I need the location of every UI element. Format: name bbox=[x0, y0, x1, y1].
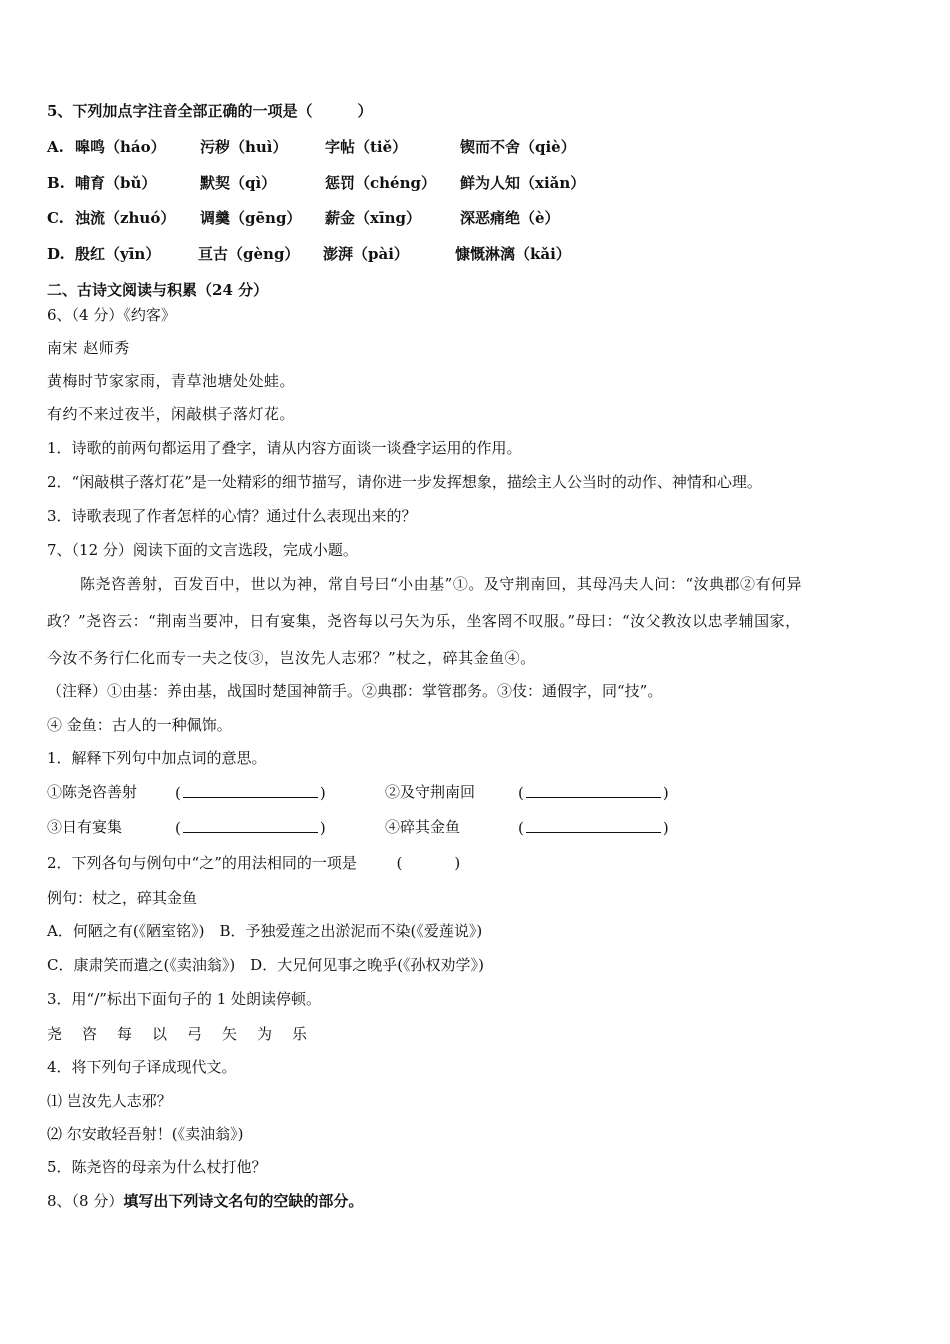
q6-author: 南宋 赵师秀 bbox=[47, 339, 130, 357]
option-item: 深恶痛绝（è） bbox=[460, 209, 560, 227]
q6-question: 1．诗歌的前两句都运用了叠字，请从内容方面谈一谈叠字运用的作用。 bbox=[47, 439, 522, 457]
answer-blank[interactable]: ( ) bbox=[175, 784, 326, 802]
q7-sub1-item bbox=[385, 818, 460, 836]
sentence-char: 乐 bbox=[292, 1025, 308, 1043]
q7-note: ④ 金鱼：古人的一种佩饰。 bbox=[47, 716, 232, 734]
option-item: 亘古（gèng） bbox=[198, 245, 300, 263]
option-label: D. bbox=[47, 245, 65, 263]
option-label: A. bbox=[47, 138, 64, 156]
q6-question: 2．“闲敲棋子落灯花”是一处精彩的细节描写，请你进一步发挥想象，描绘主人公当时的动作、神情和心理。 bbox=[47, 473, 762, 491]
option-item: 薪金（xīng） bbox=[325, 209, 422, 227]
q6-poem-line: 有约不来过夜半，闲敲棋子落灯花。 bbox=[47, 405, 296, 423]
q7-sub2-options: A．何陋之有(《陋室铭》) B．予独爱莲之出淤泥而不染(《爱莲说》) bbox=[47, 922, 483, 940]
answer-blank[interactable]: ( ) bbox=[518, 819, 669, 837]
q7-sub2-options: C．康肃笑而遣之(《卖油翁》) D．大兄何见事之晚乎(《孙权劝学》) bbox=[47, 956, 484, 974]
sentence-char: 咨 bbox=[82, 1025, 98, 1043]
item-text: ①陈尧咨善射 bbox=[47, 783, 138, 801]
q7-sub3-stem: 3．用“/”标出下面句子的 1 处朗读停顿。 bbox=[47, 990, 322, 1008]
option-item: 字帖（tiě） bbox=[325, 138, 408, 156]
sentence-char: 弓 bbox=[187, 1025, 203, 1043]
q7-sub1-stem: 1．解释下列句中加点词的意思。 bbox=[47, 749, 267, 767]
q7-sub4-item: ⑵ 尔安敢轻吾射！(《卖油翁》) bbox=[47, 1125, 244, 1143]
q7-sub2-stem bbox=[47, 854, 460, 872]
answer-paren[interactable]: ( ) bbox=[396, 854, 461, 872]
item-text: ③日有宴集 bbox=[47, 818, 123, 836]
option-label: C. bbox=[47, 209, 64, 227]
option-item: 锲而不舍（qiè） bbox=[460, 138, 576, 156]
section-heading: 二、古诗文阅读与积累（24 分） bbox=[47, 281, 269, 299]
q7-sub1-item bbox=[47, 818, 122, 836]
q7-sub3-sentence bbox=[47, 1025, 327, 1043]
q5-stem: 5、下列加点字注音全部正确的一项是（ ） bbox=[47, 102, 373, 120]
option-item: 浊流（zhuó） bbox=[75, 209, 176, 227]
option-item: 污秽（huì） bbox=[200, 138, 288, 156]
sentence-char: 尧 bbox=[47, 1025, 63, 1043]
q8-stem: 填写出下列诗文名句的空缺的部分。 bbox=[123, 1192, 364, 1210]
sentence-char: 每 bbox=[117, 1025, 133, 1043]
q7-sub4-stem: 4．将下列句子译成现代文。 bbox=[47, 1058, 237, 1076]
q7-sub4-item: ⑴ 岂汝先人志邪？ bbox=[47, 1092, 172, 1110]
q7-sub1-item bbox=[385, 783, 475, 801]
option-item: 鲜为人知（xiǎn） bbox=[460, 174, 586, 192]
q7-passage-line: 陈尧咨善射，百发百中，世以为神，常自号曰“小由基”①。及守荆南回，其母冯夫人问：“汝典郡②有何异 bbox=[80, 575, 803, 593]
stem-text: 2．下列各句与例句中“之”的用法相同的一项是 bbox=[47, 854, 357, 872]
q6-question: 3．诗歌表现了作者怎样的心情？通过什么表现出来的？ bbox=[47, 507, 417, 525]
q7-title: 7、（12 分）阅读下面的文言选段，完成小题。 bbox=[47, 541, 358, 559]
q6-poem-line: 黄梅时节家家雨，青草池塘处处蛙。 bbox=[47, 372, 296, 390]
option-item: 哺育（bǔ） bbox=[75, 174, 157, 192]
sentence-char: 以 bbox=[152, 1025, 168, 1043]
q7-sub5-stem: 5．陈尧咨的母亲为什么杖打他？ bbox=[47, 1158, 267, 1176]
answer-blank[interactable]: ( ) bbox=[175, 819, 326, 837]
sentence-char: 为 bbox=[257, 1025, 273, 1043]
q7-passage-line: 今汝不务行仁化而专一夫之伎③，岂汝先人志邪？”杖之，碎其金鱼④。 bbox=[47, 649, 536, 667]
sentence-char: 矢 bbox=[222, 1025, 238, 1043]
q6-title: 6、（4 分）《约客》 bbox=[47, 306, 176, 324]
option-item: 殷红（yīn） bbox=[75, 245, 161, 263]
q8-number: 8、（8 分） bbox=[47, 1192, 124, 1210]
item-text: ②及守荆南回 bbox=[385, 783, 476, 801]
option-item: 澎湃（pài） bbox=[323, 245, 409, 263]
option-item: 嗥鸣（háo） bbox=[75, 138, 166, 156]
option-label: B. bbox=[47, 174, 65, 192]
option-item: 慷慨淋漓（kǎi） bbox=[455, 245, 571, 263]
item-text: ④碎其金鱼 bbox=[385, 818, 461, 836]
option-item: 默契（qì） bbox=[200, 174, 277, 192]
option-item: 惩罚（chéng） bbox=[325, 174, 436, 192]
option-item: 调羹（gēng） bbox=[200, 209, 302, 227]
q7-note: （注释）①由基：养由基，战国时楚国神箭手。②典郡：掌管郡务。③伎：通假字，同“技”。 bbox=[47, 682, 663, 700]
q7-passage-line: 政？”尧咨云：“荆南当要冲，日有宴集，尧咨每以弓矢为乐，坐客罔不叹服。”母曰：“汝父教汝以忠孝辅国家， bbox=[47, 612, 801, 630]
q8-title bbox=[47, 1192, 363, 1210]
q7-sub2-example: 例句：杖之，碎其金鱼 bbox=[47, 889, 198, 907]
answer-blank[interactable]: ( ) bbox=[518, 784, 669, 802]
q7-sub1-item bbox=[47, 783, 137, 801]
